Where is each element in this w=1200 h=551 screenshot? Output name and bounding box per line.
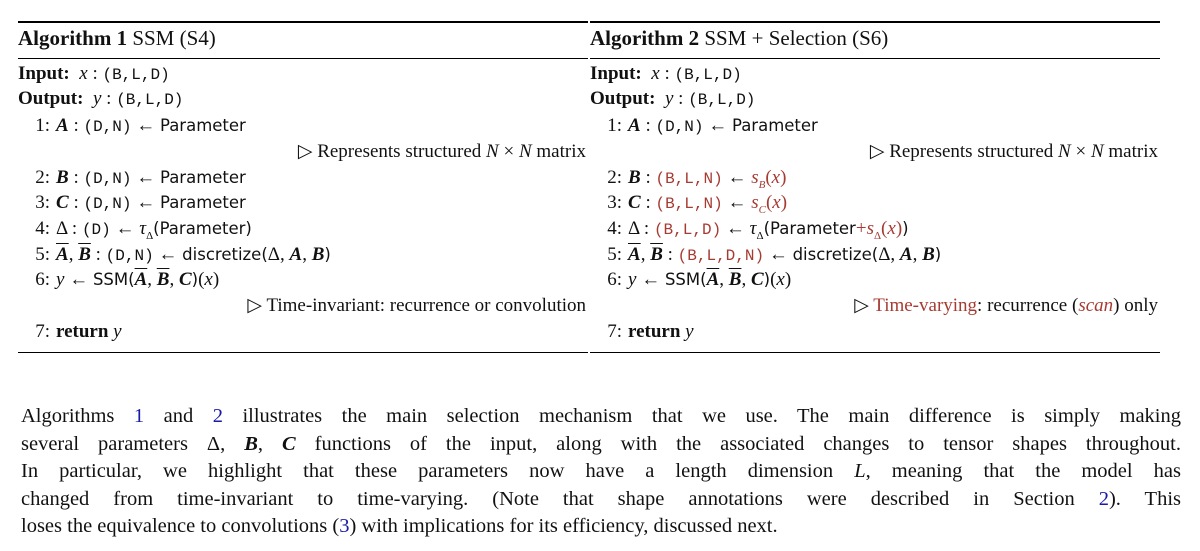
line-number: 4: <box>607 218 622 239</box>
algorithm-title: SSM + Selection (S6) <box>704 26 889 50</box>
bottom-rule <box>590 352 1160 353</box>
algorithm-1-link[interactable]: 1 <box>133 405 145 427</box>
equation-3-link[interactable]: 3 <box>339 515 350 537</box>
output-line: Output: y : (B,L,D) <box>590 88 756 109</box>
algo-line-2: 2: B : (B,L,N) ← $s_B(x)$ <box>590 166 1160 190</box>
input-var: x <box>79 63 88 84</box>
top-rule <box>590 21 1160 23</box>
line-number: 7: <box>35 321 50 342</box>
output-label: Output: <box>590 88 656 109</box>
paragraph-line: In particular, we highlight that these parameters now have a length dimension L, meaning that the model has <box>21 460 1181 482</box>
line-number: 2: <box>35 167 50 188</box>
output-shape: (B,L,D) <box>116 91 184 109</box>
algo-line-4: 4: Δ : (B,L,D) ← $\tau_\Delta(Parameter+s_\Delta(x))$ <box>590 217 1160 241</box>
return-keyword: return <box>628 321 681 342</box>
input-label: Input: <box>590 63 642 84</box>
algo-line-1: 1: A : (D,N) ← Parameter <box>590 114 1160 138</box>
algorithm-1-block <box>18 21 588 355</box>
algorithm-caption <box>18 26 588 50</box>
algo-line-7 <box>590 320 1160 344</box>
caption-rule <box>18 58 588 59</box>
input-shape: (B,L,D) <box>674 66 742 84</box>
algo-line-6: 6: y ← $SSM(\overline{A}$, $\overline{B}$, C)(x) <box>18 268 588 292</box>
paragraph-line: several parameters Δ, B, C functions of the input, along with the associated changes to tensor shapes throughout. <box>21 432 1181 455</box>
algorithm-label: Algorithm 1 <box>18 26 128 50</box>
line-number: 5: <box>35 244 50 265</box>
line-number: 1: <box>35 115 50 136</box>
algo-comment-structured: ▷ Represents structured N × N matrix <box>297 141 586 162</box>
paragraph-line: loses the equivalence to convolutions (3) with implications for its efficiency, discussed next. <box>21 515 778 537</box>
algo-comment-time-invariant: ▷ Time-invariant: recurrence or convolution <box>247 295 586 316</box>
output-label: Output: <box>18 88 84 109</box>
line-number: 3: <box>35 192 50 213</box>
line-number: 3: <box>607 192 622 213</box>
return-var: y <box>113 321 122 342</box>
algorithm-2-link[interactable]: 2 <box>212 405 223 427</box>
return-var: y <box>685 321 694 342</box>
top-rule <box>18 21 588 23</box>
algorithm-label: Algorithm 2 <box>590 26 700 50</box>
output-var: y <box>92 88 102 109</box>
paragraph-line: Algorithms 1 and 2 illustrates the main selection mechanism that we use. The main difference is simply making <box>21 405 1181 427</box>
algo-line-4: 4: Δ : (D) ← $\tau_\Delta(Parameter)$ <box>18 217 588 241</box>
output-line: Output: y : (B,L,D) <box>18 88 184 109</box>
line-number: 4: <box>35 218 50 239</box>
line-number: 6: <box>35 269 50 290</box>
line-number: 1: <box>607 115 622 136</box>
line-number: 7: <box>607 321 622 342</box>
line-number: 2: <box>607 167 622 188</box>
body-paragraph <box>21 403 1181 541</box>
algo-line-1: 1: A : (D,N) ← Parameter <box>18 114 588 138</box>
line-number: 6: <box>607 269 622 290</box>
algo-comment-time-varying: ▷ Time-varying: recurrence (scan) only <box>854 295 1158 316</box>
line-number: 5: <box>607 244 622 265</box>
algo-line-3: 3: C : (D,N) ← Parameter <box>18 191 588 215</box>
output-shape: (B,L,D) <box>688 91 756 109</box>
return-keyword: return <box>56 321 109 342</box>
input-var: x <box>651 63 660 84</box>
output-var: y <box>664 88 674 109</box>
section-2-link[interactable]: 2 <box>1098 487 1109 510</box>
algorithm-2-block <box>590 21 1160 355</box>
algo-line-2: 2: B : (D,N) ← Parameter <box>18 166 588 190</box>
caption-rule <box>590 58 1160 59</box>
algorithm-title: SSM (S4) <box>132 26 216 50</box>
input-line: Input: x : (B,L,D) <box>590 63 742 84</box>
input-shape: (B,L,D) <box>102 66 170 84</box>
algo-line-5: 5: $\overline{A}$, $\overline{B}$ : (D,N) ← discretize(Δ, A, B) <box>18 243 588 267</box>
algo-line-5: 5: $\overline{A}$, $\overline{B}$ : (B,L,D,N) ← discretize(Δ, A, B) <box>590 243 1160 267</box>
algo-line-7 <box>18 320 588 344</box>
algorithm-caption <box>590 26 1160 50</box>
input-line: Input: x : (B,L,D) <box>18 63 170 84</box>
input-label: Input: <box>18 63 70 84</box>
bottom-rule <box>18 352 588 353</box>
algo-line-6: 6: y ← $SSM(\overline{A}$, $\overline{B}$, C)(x) <box>590 268 1160 292</box>
algo-line-3: 3: C : (B,L,N) ← $s_C(x)$ <box>590 191 1160 215</box>
paragraph-line: changed from time-invariant to time-varying. (Note that shape annotations were described in Section 2). This <box>21 487 1182 510</box>
algo-comment-structured: ▷ Represents structured N × N matrix <box>869 141 1158 162</box>
